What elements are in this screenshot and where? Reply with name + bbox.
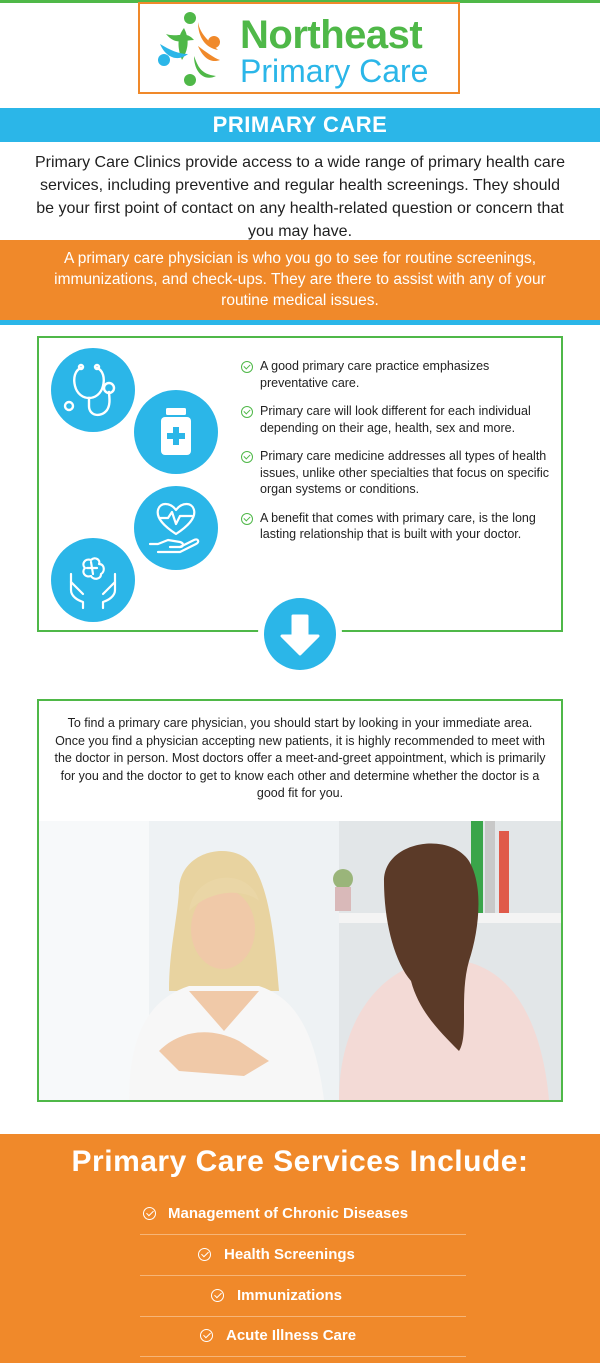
brain-in-hands-icon — [51, 538, 135, 622]
check-circle-icon — [241, 406, 253, 418]
check-circle-icon — [241, 361, 253, 373]
service-label: Immunizations — [237, 1287, 343, 1304]
service-item — [140, 1235, 466, 1276]
services-title: Primary Care Services Include: — [71, 1145, 529, 1178]
benefits-list — [241, 358, 557, 555]
check-circle-icon — [200, 1329, 213, 1342]
check-circle-icon — [241, 513, 253, 525]
list-item — [241, 510, 557, 543]
brand-name-line1: Northeast — [240, 13, 423, 57]
section-title: PRIMARY CARE — [0, 108, 600, 142]
stethoscope-icon — [51, 348, 135, 432]
list-item — [241, 403, 557, 436]
services-section — [0, 1134, 600, 1363]
intro-paragraph: Primary Care Clinics provide access to a wide range of primary health care services, including preventive and regular health screenings. They should be your first point of contact on any health-related question or concern that you may have. — [35, 154, 565, 240]
brand-logo[interactable] — [138, 2, 460, 94]
service-item — [140, 1194, 466, 1235]
medicine-bottle-icon — [134, 390, 218, 474]
point-text: A benefit that comes with primary care, is the long lasting relationship that is built with your doctor. — [260, 510, 536, 541]
divider-rule — [0, 320, 600, 325]
service-label: Management of Chronic Diseases — [168, 1205, 409, 1222]
point-text: Primary care medicine addresses all types of health issues, unlike other specialties that focus on specific organ systems or conditions. — [260, 449, 550, 496]
check-circle-icon — [143, 1207, 156, 1220]
doctor-consultation-photo — [39, 821, 561, 1100]
logo-mark-icon — [154, 10, 226, 88]
service-label: Acute Illness Care — [226, 1327, 357, 1344]
service-item — [140, 1276, 466, 1317]
brand-name-line2: Primary Care — [240, 53, 429, 89]
list-item — [241, 448, 557, 498]
service-label: Health Screenings — [224, 1246, 355, 1263]
check-circle-icon — [211, 1289, 224, 1302]
highlight-text: A primary care physician is who you go to see for routine screenings, immunizations, and check-ups. They are there to assist with any of your routine medical issues. — [54, 250, 546, 309]
point-text: A good primary care practice emphasizes preventative care. — [260, 359, 490, 390]
highlight-band — [0, 240, 600, 320]
find-physician-text: To find a primary care physician, you should start by looking in your immediate area. Once you find a physician accepting new patients, it is highly recommended to meet with the doctor in person. Most doctors offer a meet-and-greet appointment, which is primarily for you and the doctor to get to know each other and determine whether the doctor is a good fit for you. — [54, 716, 546, 800]
arrow-down-icon — [258, 592, 342, 676]
primary-care-points-card — [37, 336, 563, 632]
service-item — [140, 1316, 466, 1357]
heart-in-hand-icon — [134, 486, 218, 570]
find-physician-card — [37, 699, 563, 1102]
point-text: Primary care will look different for each individual depending on their age, health, sex and more. — [260, 404, 531, 435]
check-circle-icon — [241, 451, 253, 463]
list-item — [241, 358, 557, 391]
check-circle-icon — [198, 1248, 211, 1261]
